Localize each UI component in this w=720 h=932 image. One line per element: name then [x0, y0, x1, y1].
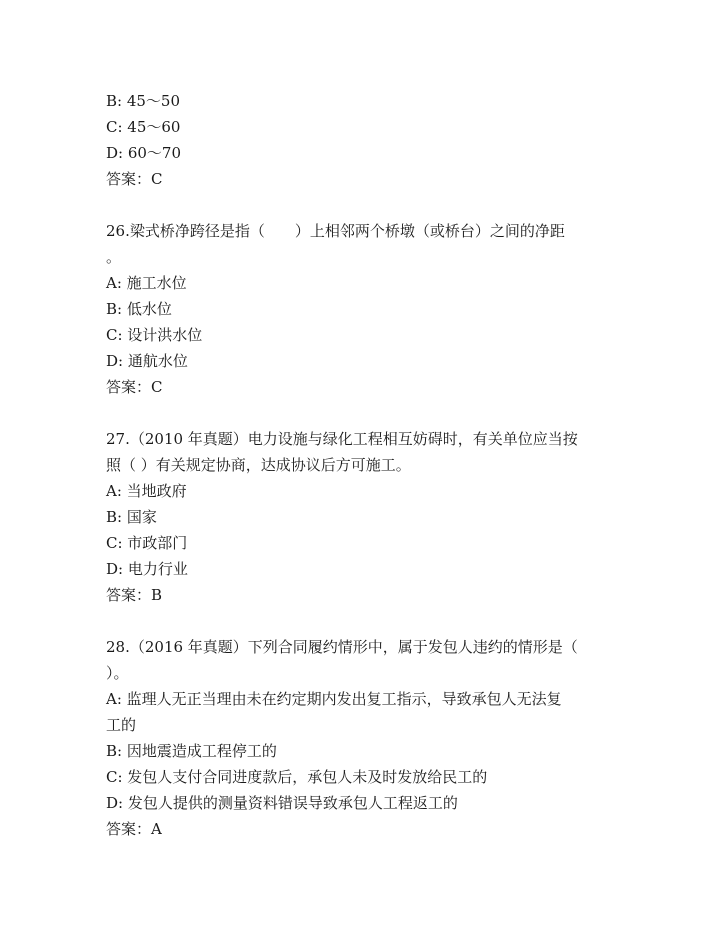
q25-option-c: C: 45～60	[106, 118, 181, 136]
spacer	[106, 400, 616, 426]
q26-stem-line2: 。	[106, 248, 122, 266]
q28-answer: 答案：A	[106, 820, 162, 838]
q26-option-d: D: 通航水位	[106, 352, 188, 370]
q27-option-d: D: 电力行业	[106, 560, 188, 578]
q26-stem-line1: 26.梁式桥净跨径是指（ ）上相邻两个桥墩（或桥台）之间的净距	[106, 222, 565, 240]
q28-stem-line1: 28.（2016 年真题）下列合同履约情形中，属于发包人违约的情形是（	[106, 638, 578, 656]
q27-option-a: A: 当地政府	[106, 482, 187, 500]
q27-option-c: C: 市政部门	[106, 534, 188, 552]
q27-stem-line1: 27.（2010 年真题）电力设施与绿化工程相互妨碍时，有关单位应当按	[106, 430, 578, 448]
q26-option-a: A: 施工水位	[106, 274, 187, 292]
q28-stem-line2: ）。	[106, 664, 129, 682]
q27-stem-line2: 照（ ）有关规定协商，达成协议后方可施工。	[106, 456, 411, 474]
q26-option-b: B: 低水位	[106, 300, 172, 318]
exam-document	[106, 88, 616, 842]
q27-option-b: B: 国家	[106, 508, 157, 526]
spacer	[106, 608, 616, 634]
question-25-tail	[106, 88, 616, 192]
q28-option-b: B: 因地震造成工程停工的	[106, 742, 277, 760]
q28-option-a-line2: 工的	[106, 716, 137, 734]
q28-option-c: C: 发包人支付合同进度款后，承包人未及时发放给民工的	[106, 768, 488, 786]
spacer	[106, 192, 616, 218]
q27-answer: 答案：B	[106, 586, 163, 604]
q25-option-d: D: 60～70	[106, 144, 182, 162]
question-27	[106, 426, 616, 608]
q26-option-c: C: 设计洪水位	[106, 326, 203, 344]
q28-option-d: D: 发包人提供的测量资料错误导致承包人工程返工的	[106, 794, 458, 812]
q25-option-b: B: 45～50	[106, 92, 181, 110]
q26-answer: 答案：C	[106, 378, 163, 396]
q28-option-a-line1: A: 监理人无正当理由未在约定期内发出复工指示，导致承包人无法复	[106, 690, 562, 708]
q25-answer: 答案：C	[106, 170, 163, 188]
question-28	[106, 634, 616, 842]
question-26	[106, 218, 616, 400]
